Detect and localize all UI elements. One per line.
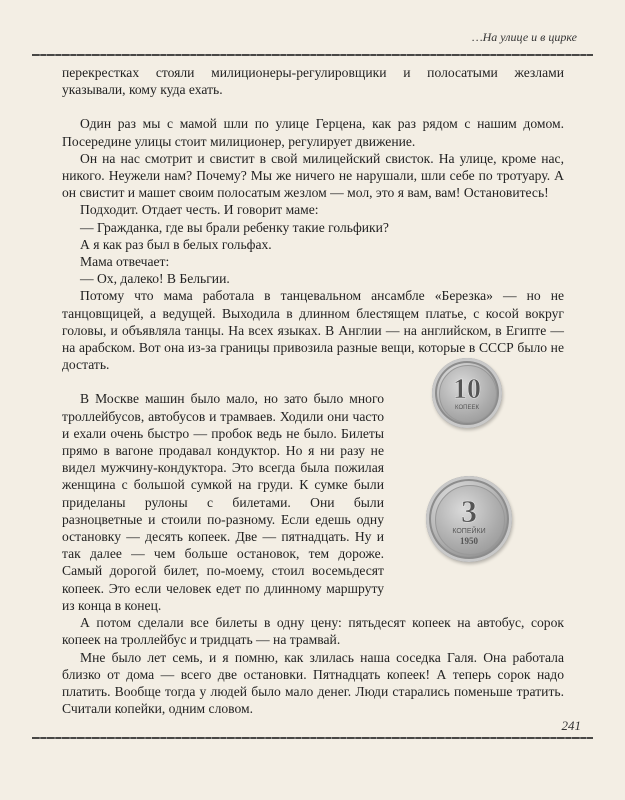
coin-3-kopeks	[426, 476, 512, 562]
paragraph: А потом сделали все билеты в одну цену: пятьдесят копеек на автобус, сорок копеек на троллейбус и тридцать — на трамвай.	[62, 615, 564, 648]
paragraph: А я как раз был в белых гольфах.	[80, 236, 272, 252]
coin-10-kopeks	[432, 358, 502, 428]
paragraph: В Москве машин было мало, но зато было много троллейбусов, автобусов и трамваев. Ходили они часто и ехали очень быстро — пробок ведь не было. Билеты прямо в вагоне продавал кондуктор. Но я ни разу не видел мужчину-кондуктора. Это всегда была пожилая женщина с большой сумкой на груди. К сумке были приделаны рулоны с билетами. Они были разноцветные и стоили по-разному. Если едешь одну остановку — десять копеек. Две — пятнадцать. Ну и так далее — чем больше остановок, тем дороже. Самый дорогой билет, по-моему, стоил восемьдесят копеек. Это если человек едет по длинному маршруту из конца в конец.	[62, 391, 384, 613]
paragraph: Потому что мама работала в танцевальном ансамбле «Березка» — но не танцовщицей, а ведущей. Выходила в длинном блестящем платье, с косой вокруг головы, и объявляла танцы. На всех языках. В Англии — на английском, в Египте — на арабском. Вот она из-за границы привозила разные вещи, которые в СССР было не достать.	[62, 288, 564, 373]
coin-year: 1950	[460, 536, 478, 546]
paragraph: перекрестках стояли милиционеры-регулировщики и полосатыми жезлами указывали, кому куда ехать.	[62, 65, 564, 98]
coin-label: КОПЕЙКИ	[452, 528, 486, 535]
paragraph: Подходит. Отдает честь. И говорит маме:	[80, 202, 319, 218]
page-number: 241	[561, 718, 581, 733]
paragraph: Он на нас смотрит и свистит в свой милицейский свисток. На улице, кроме нас, никого. Неужели нам? Почему? Мы же ничего не нарушали, шли себе по тротуару. А он свистит и машет своим полосатым жезлом — мол, это я вам, вам! Остановитесь!	[62, 150, 564, 201]
running-header: …На улице и в цирке	[471, 30, 577, 44]
paragraph: Мне было лет семь, и я помню, как злилась наша соседка Галя. Она работала близко от дома — всего две остановки. Пятнадцать копеек! А теперь сорок надо платить. Вообще тогда у людей было мало денег. Люди старались поменьше тратить. Считали копейки, одним словом.	[62, 649, 564, 717]
coin-label: КОПЕЕК	[455, 405, 479, 411]
top-rule	[32, 54, 593, 56]
coin-denomination: 3	[461, 493, 477, 529]
paragraph: — Гражданка, где вы брали ребенку такие гольфики?	[80, 219, 389, 235]
coin-denomination: 10	[453, 374, 481, 405]
paragraph: Один раз мы с мамой шли по улице Герцена, как раз рядом с нашим домом. Посередине улицы стоит милиционер, регулирует движение.	[62, 116, 564, 149]
paragraph: — Ох, далеко! В Бельгии.	[80, 271, 230, 287]
bottom-rule	[32, 737, 593, 739]
paragraph: Мама отвечает:	[80, 254, 170, 270]
